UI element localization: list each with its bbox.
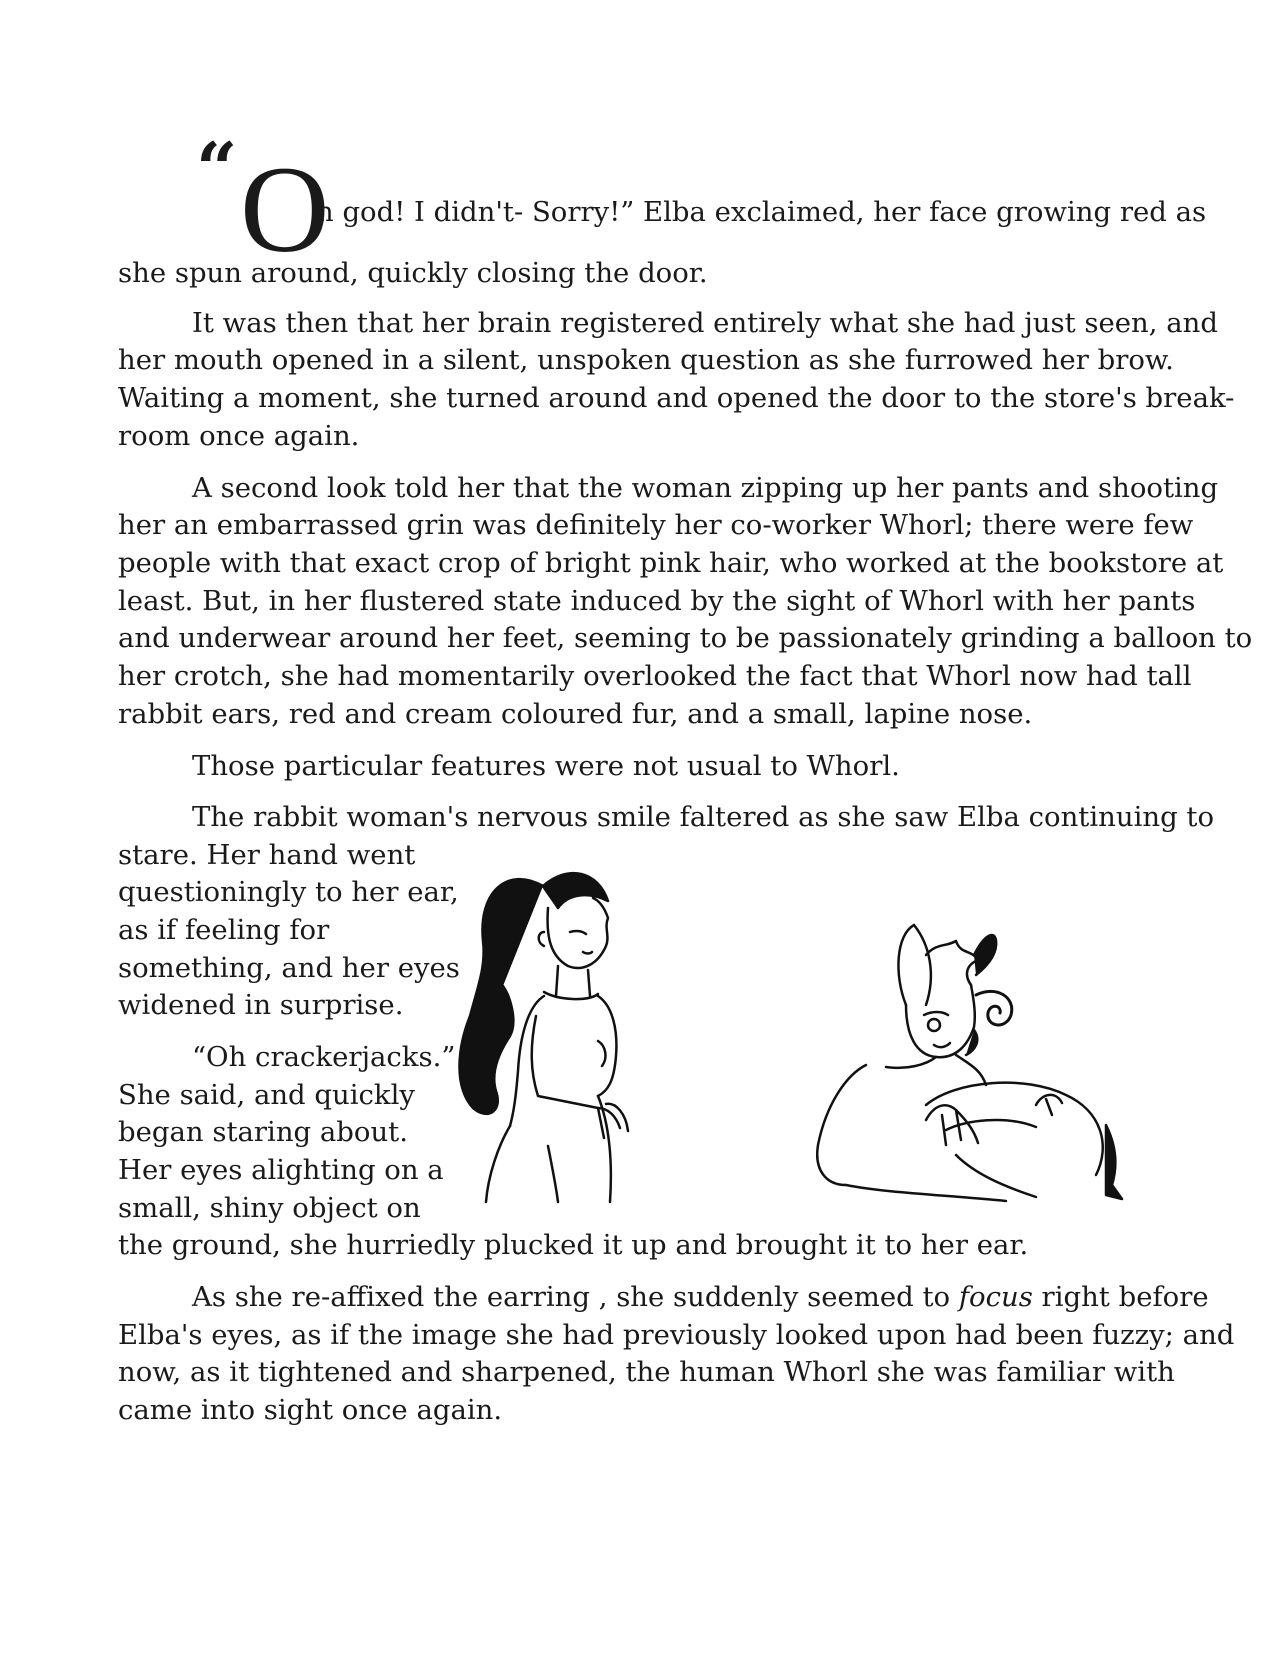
para7-line: now, as it tightened and sharpened, the human Whorl she was familiar with — [118, 1356, 1175, 1388]
para3-line: and underwear around her feet, seeming to be passionately grinding a balloon to — [118, 622, 1253, 654]
para7-line: came into sight once again. — [118, 1394, 503, 1426]
para6-wrapped-line: “Oh crackerjacks.” — [192, 1041, 456, 1073]
para5-wrapped-line: stare. Her hand went — [118, 839, 416, 871]
para6-wrapped-line: She said, and quickly — [118, 1079, 415, 1111]
para3-line: least. But, in her flustered state induced by the sight of Whorl with her pants — [118, 585, 1196, 617]
whorl-illustration — [806, 915, 1126, 1205]
opening-quote-mark: “ — [196, 126, 238, 211]
para5-wrapped-line: as if feeling for — [118, 914, 330, 946]
para5-line: The rabbit woman's nervous smile faltered as she saw Elba continuing to — [192, 801, 1215, 833]
para3-line: rabbit ears, red and cream coloured fur, and a small, lapine nose. — [118, 698, 1033, 730]
para3-line: her crotch, she had momentarily overlooked the fact that Whorl now had tall — [118, 660, 1192, 692]
para6-wrapped-line: small, shiny object on — [118, 1192, 421, 1224]
para2-line: It was then that her brain registered entirely what she had just seen, and — [192, 307, 1218, 339]
para2-line: her mouth opened in a silent, unspoken question as she furrowed her brow. — [118, 344, 1174, 376]
para6-line: the ground, she hurriedly plucked it up and brought it to her ear. — [118, 1229, 1029, 1261]
para5-wrapped-line: questioningly to her ear, — [118, 876, 459, 908]
para3-line: A second look told her that the woman zipping up her pants and shooting — [192, 472, 1219, 504]
drop-cap-letter: O — [240, 141, 330, 278]
para4-line: Those particular features were not usual to Whorl. — [192, 750, 900, 782]
para5-wrapped-line: widened in surprise. — [118, 989, 404, 1021]
para3-line: people with that exact crop of bright pink hair, who worked at the bookstore at — [118, 547, 1224, 579]
para5-wrapped-line: something, and her eyes — [118, 952, 460, 984]
emphasis-focus: focus — [958, 1281, 1033, 1313]
para6-wrapped-line: Her eyes alighting on a — [118, 1154, 444, 1186]
para2-line: Waiting a moment, she turned around and opened the door to the store's break- — [118, 382, 1235, 414]
para7-line: As she re-affixed the earring , she suddenly seemed to focus right before — [192, 1281, 1209, 1313]
opening-line-1: h god! I didn't- Sorry!” Elba exclaimed, her face growing red as — [316, 196, 1207, 228]
elba-illustration — [448, 846, 668, 1206]
para2-line: room once again. — [118, 420, 360, 452]
para3-line: her an embarrassed grin was definitely her co-worker Whorl; there were few — [118, 509, 1194, 541]
opening-line-2: she spun around, quickly closing the door. — [118, 257, 708, 289]
para6-wrapped-line: began staring about. — [118, 1116, 408, 1148]
para7-line: Elba's eyes, as if the image she had previously looked upon had been fuzzy; and — [118, 1319, 1235, 1351]
